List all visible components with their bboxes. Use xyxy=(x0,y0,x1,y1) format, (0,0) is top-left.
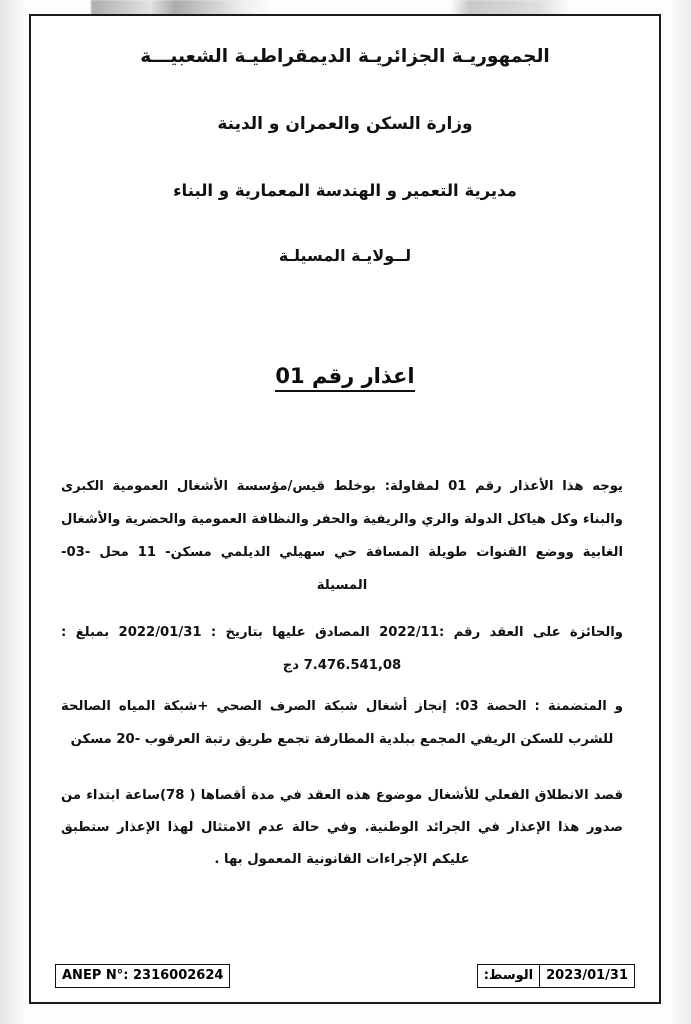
footer-bar xyxy=(55,964,635,990)
body-paragraph-scope: و المتضمنة : الحصة 03: إنجاز أشغال شبكة الصرف الصحي +شبكة المياه الصالحة للشرب للسكن الريفي المجمع ببلدية المطارفة تجمع طريق رتبة العرقوب -20 مسكن xyxy=(61,698,624,747)
document-border xyxy=(29,14,661,1004)
header-ministry-line: وزارة السكن والعمران و الدينة xyxy=(217,114,473,135)
title-block xyxy=(31,364,659,392)
header-directorate-line: مديرية التعمير و الهندسة المعمارية و البناء xyxy=(173,180,517,200)
document-body xyxy=(31,470,659,877)
scan-edge-shadow-left xyxy=(0,0,26,1024)
anep-number: ANEP N°: 2316002624 xyxy=(55,964,230,988)
publication-name: الوسط: xyxy=(483,968,534,983)
scan-edge-shadow-right xyxy=(669,0,691,1024)
page-title: اعذار رقم 01 xyxy=(275,364,414,392)
header-country-line: الجمهوريـة الجزائريـة الديمقراطيـة الشعبيـــة xyxy=(140,46,550,67)
body-paragraph-contractor: يوجه هذا الأعذار رقم 01 لمقاولة: بوخلط قيس/مؤسسة الأشغال العمومية الكبرى والبناء وكل هياكل الدولة والري والريفية والحفر والنظافة العمومية والحضرية والأشغال الغابية ووضع القنوات طويلة المسافة حي سهيلي الديلمي مسكن- 11 محل -03-المسيلة xyxy=(61,478,623,593)
publication-date: 2023/01/31 xyxy=(539,965,634,987)
body-paragraph-contract: والحائزة على العقد رقم :2022/11 المصادق عليها بتاريخ : 2022/01/31 بمبلغ : 7.476.541,08 دج xyxy=(61,624,623,673)
body-paragraph-deadline: قصد الانطلاق الفعلي للأشغال موضوع هذه العقد في مدة أقصاها ( 78)ساعة ابتداء من صدور هذا الإعذار في الجرائد الوطنية. وفي حالة عدم الامتثال لهذا الإعذار ستطبق عليكم الإجراءات القانونية المعمول بها . xyxy=(61,787,624,868)
publication-info xyxy=(477,964,635,988)
header-wilaya-line: لــولايـة المسيلـة xyxy=(278,246,412,266)
document-header xyxy=(31,46,659,266)
